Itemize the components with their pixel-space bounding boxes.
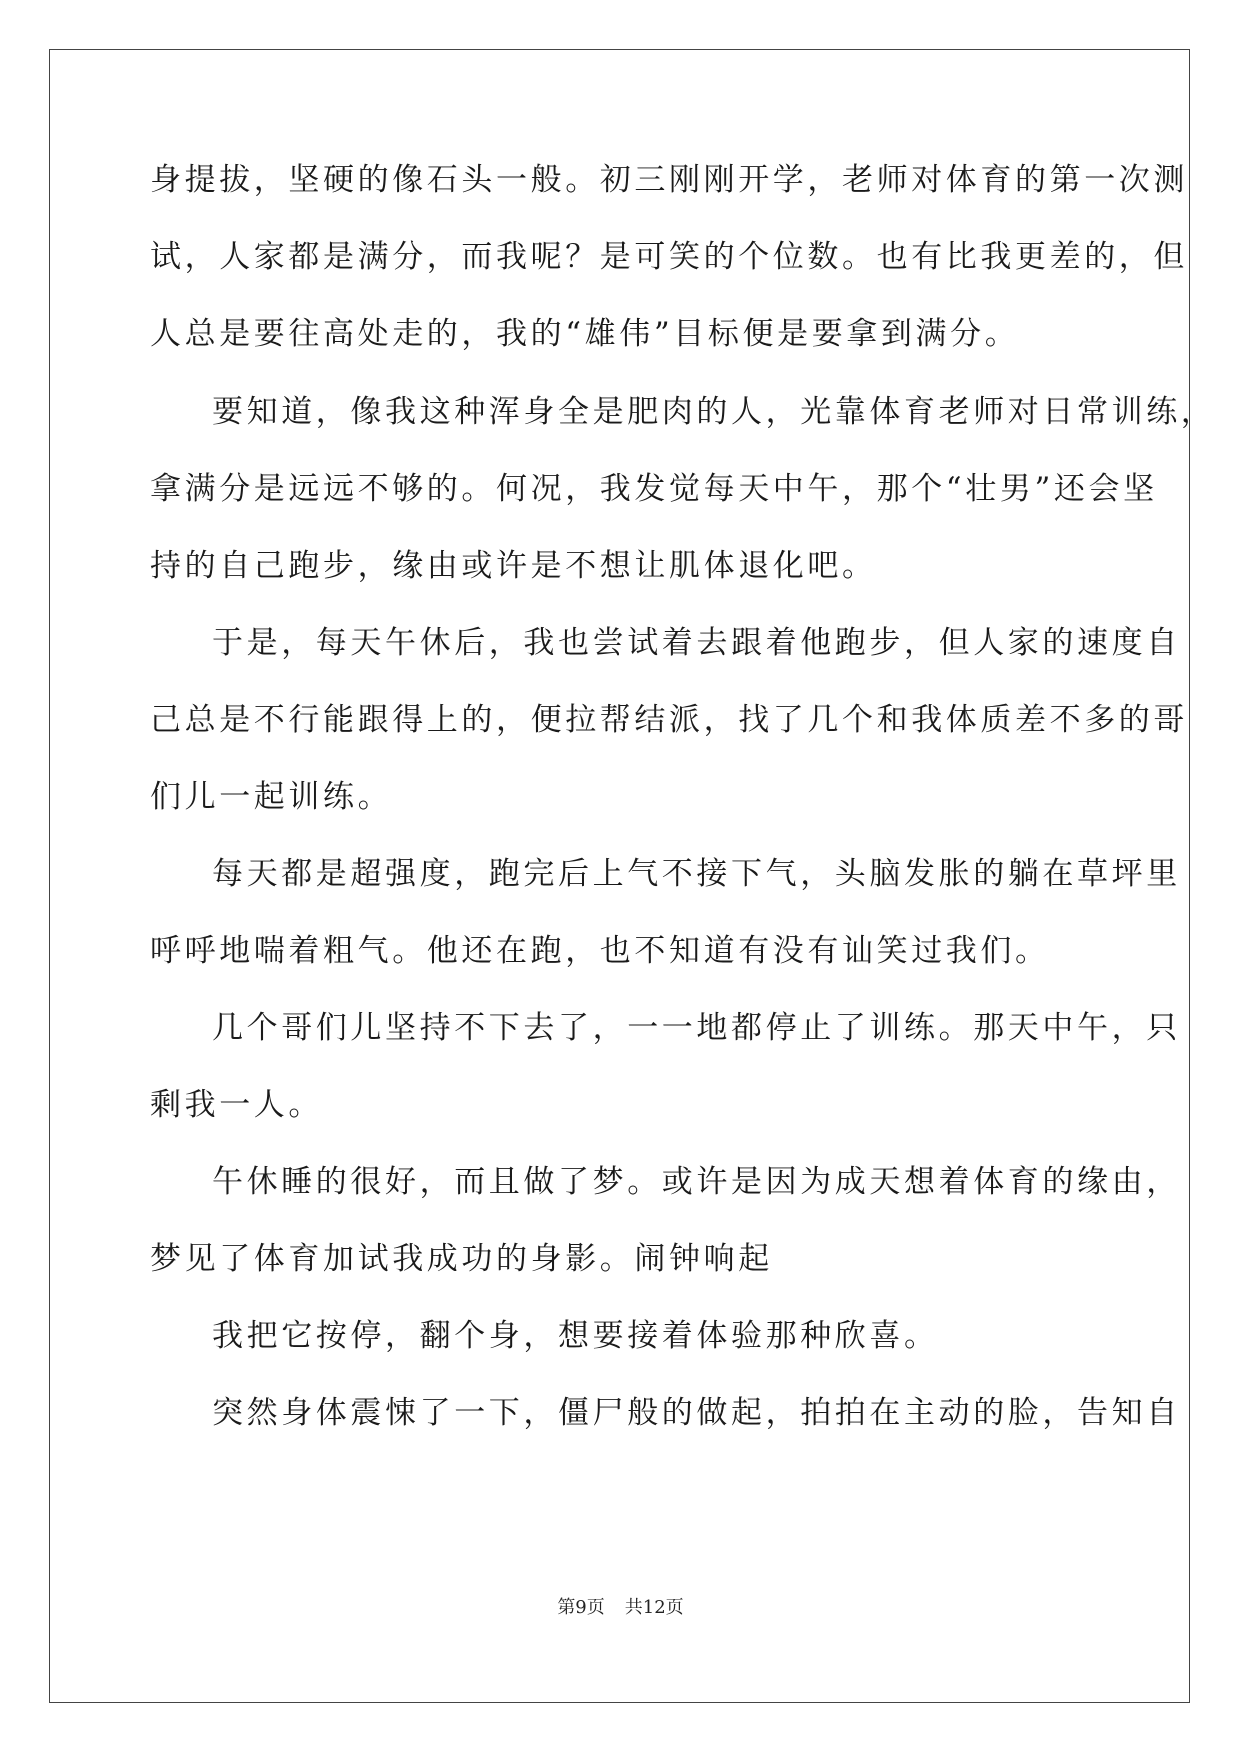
text-line: 试，人家都是满分，而我呢？是可笑的个位数。也有比我更差的，但: [150, 239, 1188, 275]
paragraph-start-line: 突然身体震悚了一下，僵尸般的做起，拍拍在主动的脸，告知自: [212, 1395, 1181, 1431]
paragraph-start-line: 要知道，像我这种浑身全是肥肉的人，光靠体育老师对日常训练，: [212, 394, 1216, 430]
text-line: 剩我一人。: [150, 1087, 323, 1123]
paragraph-start-line: 每天都是超强度，跑完后上气不接下气，头脑发胀的躺在草坪里: [212, 856, 1181, 892]
text-line: 梦见了体育加试我成功的身影。闹钟响起: [150, 1241, 773, 1277]
paragraph-start-line: 我把它按停，翻个身，想要接着体验那种欣喜。: [212, 1318, 939, 1354]
text-line: 呼呼地喘着粗气。他还在跑，也不知道有没有讪笑过我们。: [150, 933, 1050, 969]
paragraph-start-line: 几个哥们儿坚持不下去了，一一地都停止了训练。那天中午，只: [212, 1010, 1181, 1046]
page-footer: [0, 1596, 1241, 1620]
text-line: 身提拔，坚硬的像石头一般。初三刚刚开学，老师对体育的第一次测: [150, 162, 1188, 198]
page-number: 第9页: [557, 1597, 605, 1618]
text-line: 人总是要往高处走的，我的“雄伟”目标便是要拿到满分。: [150, 316, 1020, 352]
text-line: 己总是不行能跟得上的，便拉帮结派，找了几个和我体质差不多的哥: [150, 702, 1188, 738]
paragraph-start-line: 于是，每天午休后，我也尝试着去跟着他跑步，但人家的速度自: [212, 625, 1181, 661]
paragraph-start-line: 午休睡的很好，而且做了梦。或许是因为成天想着体育的缘由，: [212, 1164, 1181, 1200]
text-line: 持的自己跑步，缘由或许是不想让肌体退化吧。: [150, 548, 877, 584]
text-line: 拿满分是远远不够的。何况，我发觉每天中午，那个“壮男”还会坚: [150, 471, 1158, 507]
text-line: 们儿一起训练。: [150, 779, 393, 815]
page-total: 共12页: [624, 1597, 684, 1618]
